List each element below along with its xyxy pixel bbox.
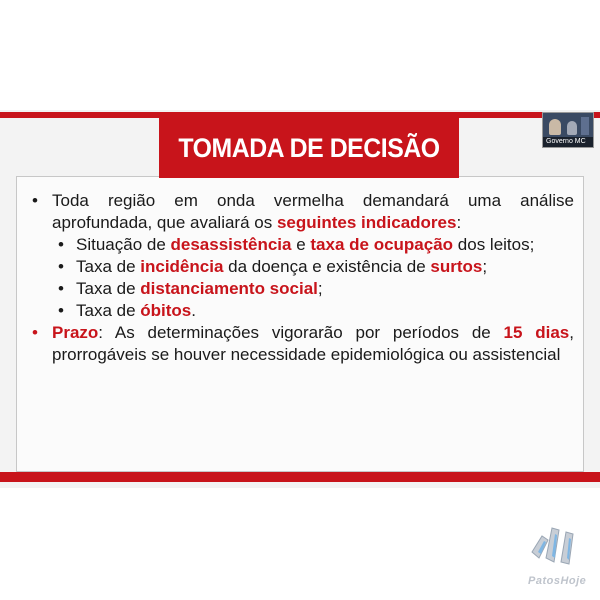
bottom-red-rule: [0, 472, 600, 482]
slide-title-box: [159, 118, 459, 178]
subitem-distanciamento: • Taxa de distanciamento social;: [58, 279, 323, 298]
bullet-indicators: • Toda região em onda vermelha demandará uma análise aprofundada, que avaliará os seguintes indicadores:: [32, 191, 574, 232]
slide-title: TOMADA DE DECISÃO: [178, 132, 440, 163]
subitem-obitos: • Taxa de óbitos.: [58, 301, 196, 320]
subitem-desassistencia: • Situação de desassistência e taxa de ocupação dos leitos;: [58, 235, 535, 254]
bullet-dot-red: •: [32, 323, 38, 342]
bullet-dot: •: [58, 279, 64, 298]
bullet-dot: •: [58, 257, 64, 276]
person-figure: [567, 121, 577, 135]
bullet-dot: •: [32, 191, 38, 210]
bullet-dot: •: [58, 301, 64, 320]
background-figure: [581, 117, 589, 135]
person-figure: [549, 119, 561, 135]
slide-body: [30, 190, 574, 366]
bullet-prazo: • Prazo: As determinações vigorarão por períodos de 15 dias, prorrogáveis se houver necessidade epidemiológica ou assistencial: [32, 323, 574, 364]
thumbnail-caption: Governo MC: [543, 137, 593, 147]
video-thumbnail[interactable]: [542, 112, 594, 148]
watermark-logo-icon: [528, 522, 582, 568]
subitem-incidencia: • Taxa de incidência da doença e existência de surtos;: [58, 257, 488, 276]
watermark-text: PatosHoje: [528, 575, 587, 587]
bullet-dot: •: [58, 235, 64, 254]
